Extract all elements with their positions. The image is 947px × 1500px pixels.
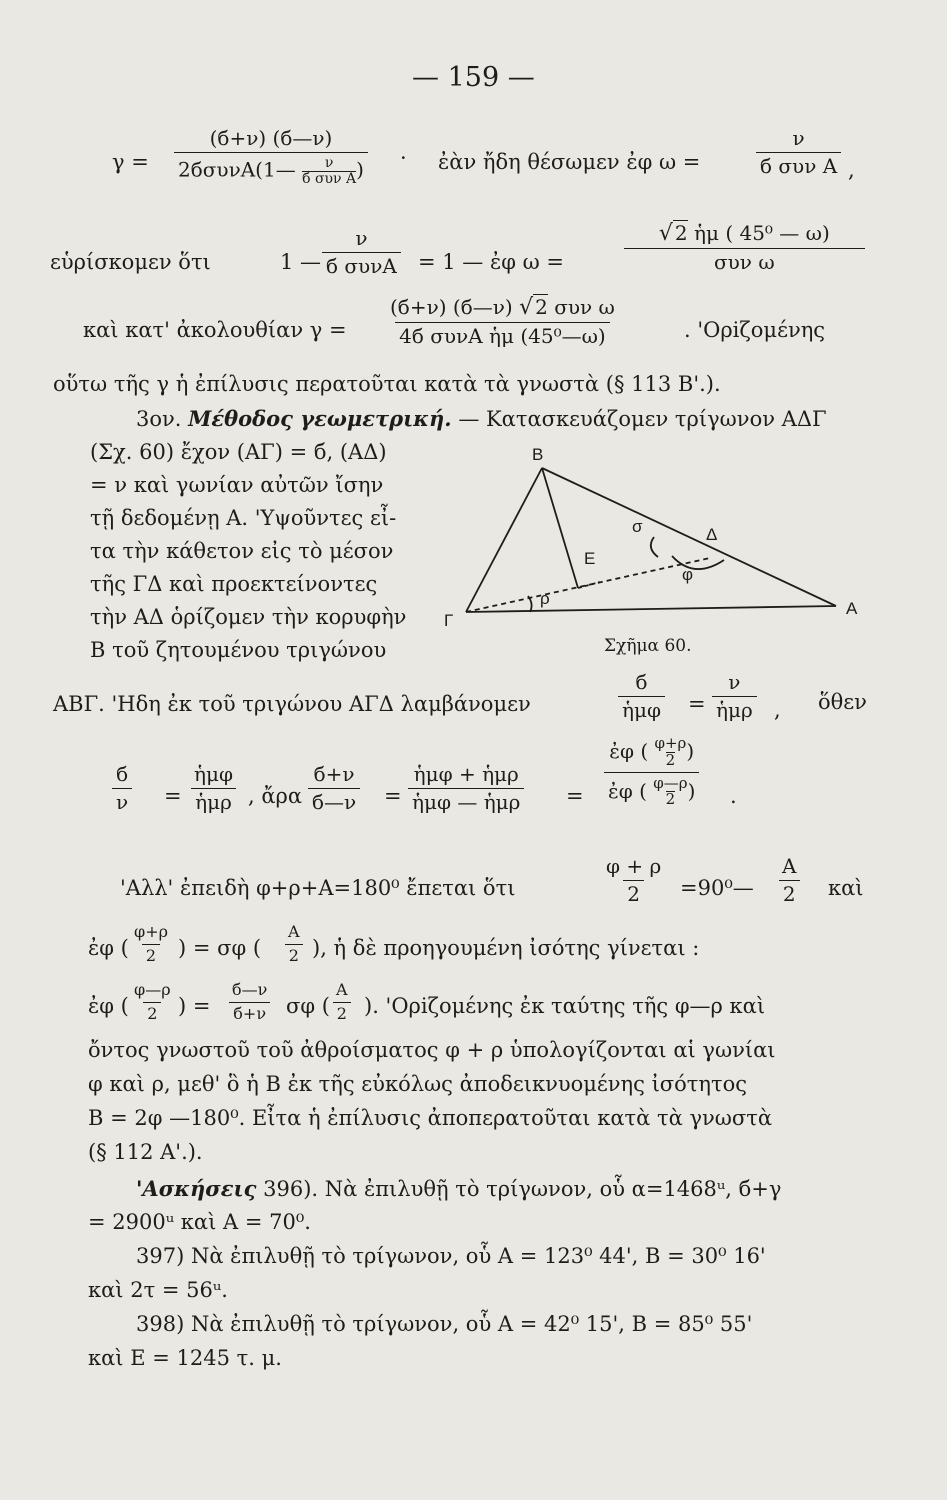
- eq5-f2-den: ἡμρ: [191, 788, 236, 813]
- eq3-text: καὶ κατ' ἀκολουθίαν γ =: [83, 318, 347, 342]
- page-number: — 159 —: [412, 62, 535, 93]
- label-G: Γ: [444, 611, 454, 630]
- eq5-f5-den: [604, 772, 699, 809]
- eq7-f2-den: 2: [285, 944, 303, 965]
- text-line-a: οὕτω τῆς γ ἡ ἐπίλυσις περατοῦται κατὰ τὰ γνωστὰ (§ 113 Β'.).: [53, 372, 721, 396]
- eq2-frac-num: ν: [355, 226, 368, 250]
- eq1-main-fraction: [174, 128, 368, 186]
- left-line-7: Β τοῦ ζητουμένου τριγώνου: [90, 638, 387, 662]
- method-rest: — Κατασκευάζομεν τρίγωνον ΑΔΓ: [458, 407, 827, 431]
- eq5-fraction-2: [190, 764, 237, 813]
- eq1-lhs: γ =: [112, 150, 149, 174]
- eq3-sqrt-arg: 2: [535, 295, 548, 319]
- left-line-1: (Σχ. 60) ἔχον (ΑΓ) = б, (ΑΔ): [90, 440, 387, 464]
- eq5-f4-den: ἡμφ — ἡμρ: [408, 788, 524, 813]
- label-sigma: σ: [632, 517, 643, 536]
- eq8-b: ) =: [178, 994, 211, 1018]
- eq1-right-num: ν: [792, 126, 805, 150]
- body-line-1: ὄντος γνωστοῦ τοῦ ἀθροίσματος φ + ρ ὑπολογίζονται αἱ γωνίαι: [88, 1038, 776, 1062]
- exercise-397: 397) Νὰ ἐπιλυθῇ τὸ τρίγωνον, οὗ Α = 123⁰ 44', Β = 30⁰ 16': [136, 1244, 766, 1268]
- method-number: 3ον.: [136, 407, 182, 431]
- eq8-f3-den: 2: [333, 1002, 351, 1023]
- eq7-fraction-2: [284, 924, 304, 965]
- label-B: Β: [532, 445, 544, 464]
- method-title: Μέθοδος γεωμετρική.: [188, 406, 452, 431]
- eq7-a: ἐφ (: [88, 936, 129, 960]
- eq5-eq1: =: [164, 784, 182, 808]
- body-line-2: φ καὶ ρ, μεθ' ὃ ἡ Β ἐκ τῆς εὐκόλως ἀποδεικνυομένης ἰσότητος: [88, 1072, 748, 1096]
- side-BA: [542, 468, 836, 606]
- label-rho: ρ: [540, 589, 550, 608]
- eq5-eq2: =: [384, 784, 402, 808]
- eq7-fraction-1: [130, 924, 172, 965]
- eq1-right-den: б συν Α: [756, 152, 841, 177]
- eq5-f5-nfn: φ+ρ: [654, 734, 687, 752]
- eq1-text: ἐὰν ἤδη θέσωμεν ἐφ ω =: [438, 150, 701, 174]
- eq5-fraction-4: [408, 764, 524, 813]
- eq5-dot: .: [730, 784, 737, 808]
- eq4-eq: =: [688, 692, 706, 716]
- eq6-mid: =90⁰—: [680, 876, 754, 900]
- left-line-2: = ν καὶ γωνίαν αὐτῶν ἴσην: [90, 473, 384, 497]
- eq4-fraction-1: [618, 672, 665, 721]
- eq1-inner-den: б συν Α: [302, 170, 357, 187]
- figure-caption: Σχῆμα 60.: [604, 636, 692, 656]
- eq3-tail: . 'Ορiζομένης: [684, 318, 826, 342]
- eq4-f1-num: б: [635, 670, 648, 694]
- body-line-3: Β = 2φ —180⁰. Εἶτα ἡ ἐπίλυσις ἀποπερατοῦται κατὰ τὰ γνωστὰ: [88, 1106, 773, 1130]
- eq5-f3-num: б+ν: [313, 762, 355, 786]
- eq8-f2-den: б+ν: [229, 1002, 270, 1023]
- side-BE: [542, 468, 578, 588]
- eq7-f1-num: φ+ρ: [134, 922, 169, 941]
- eq1-comma: ,: [848, 158, 855, 182]
- eq5-f5-dfd: 2: [665, 790, 676, 809]
- eq5-ara: , ἄρα: [248, 784, 303, 808]
- eq6-fraction-2: [778, 856, 800, 905]
- left-line-6: τὴν ΑΔ ὁρίζομεν τὴν κορυφὴν: [90, 605, 407, 629]
- eq6-fraction-1: [602, 856, 665, 905]
- eq6-f1-den: 2: [623, 880, 644, 905]
- eq2-right-den: συν ω: [624, 248, 865, 273]
- left-line-4: τα τὴν κάθετον εἰς τὸ μέσον: [90, 539, 394, 563]
- eq2-frac-den: б συνΑ: [322, 252, 401, 277]
- eq7-f2-num: Α: [288, 922, 300, 941]
- eq5-f2-num: ἡμφ: [194, 762, 233, 786]
- label-D: Δ: [706, 525, 718, 544]
- method-heading: [136, 408, 827, 430]
- eq8-fraction-2: [228, 982, 271, 1023]
- eq4-tail: ὅθεν: [818, 690, 867, 714]
- exercise-396: [136, 1178, 781, 1200]
- eq2-fraction: [322, 228, 401, 277]
- side-GA: [466, 606, 836, 612]
- eq5-f1-den: ν: [112, 788, 132, 813]
- eq1-denominator: [174, 152, 368, 186]
- eq8-fraction-3: [332, 982, 352, 1023]
- eq5-f5-den-b: ): [687, 778, 696, 803]
- eq8-f2-num: б—ν: [232, 980, 268, 999]
- eq5-fraction-3: [308, 764, 360, 813]
- exercise-398: 398) Νὰ ἐπιλυθῇ τὸ τρίγωνον, οὗ Α = 42⁰ 15', Β = 85⁰ 55': [136, 1312, 753, 1336]
- eq8-f1-den: 2: [143, 1002, 161, 1023]
- eq7-f1-den: 2: [142, 944, 160, 965]
- arc-phi: [672, 556, 724, 569]
- eq2-one: 1 —: [280, 250, 322, 274]
- eq5-f5-num-frac: [654, 736, 686, 769]
- label-phi: φ: [682, 565, 694, 584]
- eq1-numerator: (б+ν) (б—ν): [209, 126, 333, 150]
- eq6-f1-num: φ + ρ: [606, 854, 662, 878]
- eq2-right-fraction: [624, 222, 865, 273]
- eq8-f3-num: Α: [336, 980, 348, 999]
- eq4-f2-den: ἡμρ: [712, 696, 757, 721]
- eq8-c: σφ (: [286, 994, 330, 1018]
- body-line-4: (§ 112 Α'.).: [88, 1140, 203, 1164]
- arc-rho: [528, 596, 532, 612]
- eq8-d: ). 'Ορiζομένης ἐκ ταύτης τῆς φ—ρ καὶ: [364, 994, 766, 1018]
- eq8-a: ἐφ (: [88, 994, 129, 1018]
- eq5-f5-nfd: 2: [665, 750, 676, 769]
- eq5-f5-dfn: φ—ρ: [653, 773, 688, 792]
- eq4-fraction-2: [712, 672, 757, 721]
- eq3-num-a: (б+ν) (б—ν): [390, 295, 513, 319]
- eq2-sqrt-arg: 2: [674, 221, 688, 245]
- eq1-inner-num: ν: [324, 155, 334, 171]
- eq6-tail: καὶ: [828, 876, 864, 900]
- eq4-f1-den: ἡμφ: [618, 696, 665, 721]
- left-line-5: τῆς ΓΔ καὶ προεκτείνοντες: [90, 572, 378, 596]
- eq5-f5-num-b: ): [686, 738, 695, 763]
- eq5-f5-num-a: ἐφ (: [609, 738, 649, 763]
- eq3-num-b: συν ω: [554, 295, 615, 319]
- exercise-396-line2: = 2900ᵘ καὶ Α = 70⁰.: [88, 1210, 311, 1234]
- eq5-fraction-5: [604, 736, 699, 808]
- eq8-f1-num: φ—ρ: [134, 980, 171, 999]
- label-E: Ε: [584, 549, 596, 568]
- eq5-f1-num: б: [116, 762, 129, 786]
- eq1-den-close: ): [356, 157, 364, 182]
- eq5-eq3: =: [566, 784, 584, 808]
- eq1-dot: ·: [400, 146, 407, 170]
- eq6-text: 'Αλλ' ἐπειδὴ φ+ρ+Α=180⁰ ἔπεται ὅτι: [120, 876, 516, 900]
- eq5-f3-den: б—ν: [308, 788, 360, 813]
- eq3-num: [386, 296, 619, 322]
- eq4-comma: ,: [774, 698, 781, 722]
- eq3-fraction: [386, 296, 619, 347]
- exercise-396-text: 396). Νὰ ἐπιλυθῇ τὸ τρίγωνον, οὗ α=1468ᵘ, б+γ: [263, 1177, 782, 1201]
- eq2-text: εὑρίσκομεν ὅτι: [50, 250, 211, 274]
- sqrt-sign-2: √: [519, 295, 534, 320]
- eq2-right-num: [655, 222, 834, 248]
- exercise-397-line2: καὶ 2τ = 56ᵘ.: [88, 1278, 228, 1302]
- eq5-fraction-1: [112, 764, 132, 813]
- segment-GD: [466, 558, 710, 612]
- exercise-398-line2: καὶ Ε = 1245 τ. μ.: [88, 1346, 282, 1370]
- left-line-3: τῇ δεδομένῃ Α. 'Υψοῦντες εἶ-: [90, 506, 397, 530]
- eq4-f2-num: ν: [728, 670, 741, 694]
- eq8-fraction-1: [130, 982, 175, 1023]
- eq5-f4-num: ἡμφ + ἡμρ: [413, 762, 519, 786]
- eq7-c: ), ἡ δὲ προηγουμένη ἰσότης γίνεται :: [312, 936, 700, 960]
- eq4-text: ΑΒΓ. 'Ηδη ἐκ τοῦ τριγώνου ΑΓΔ λαμβάνομεν: [53, 692, 531, 716]
- eq2-mid: = 1 — ἐφ ω =: [418, 250, 565, 274]
- eq6-f2-den: 2: [779, 880, 800, 905]
- eq1-right-fraction: [756, 128, 841, 177]
- eq7-b: ) = σφ (: [178, 936, 262, 960]
- eq5-f5-den-a: ἐφ (: [608, 778, 647, 803]
- eq1-inner-fraction: [302, 156, 356, 186]
- eq3-den: 4б συνΑ ἡμ (45⁰—ω): [395, 322, 610, 347]
- perp-bisector: [578, 582, 600, 588]
- arc-sigma: [651, 537, 658, 557]
- sqrt-sign: √: [658, 221, 673, 246]
- label-A: Α: [846, 599, 858, 618]
- eq2-num-rest: ἡμ ( 45⁰ — ω): [693, 221, 830, 245]
- eq6-f2-num: Α: [782, 854, 797, 878]
- eq5-f5-den-frac: [653, 773, 688, 809]
- eq1-den-text: 2бσυνΑ(1—: [178, 157, 296, 182]
- eq5-f5-num: [605, 736, 698, 772]
- exercises-label: 'Ασκήσεις: [136, 1176, 257, 1201]
- side-BG: [466, 468, 542, 612]
